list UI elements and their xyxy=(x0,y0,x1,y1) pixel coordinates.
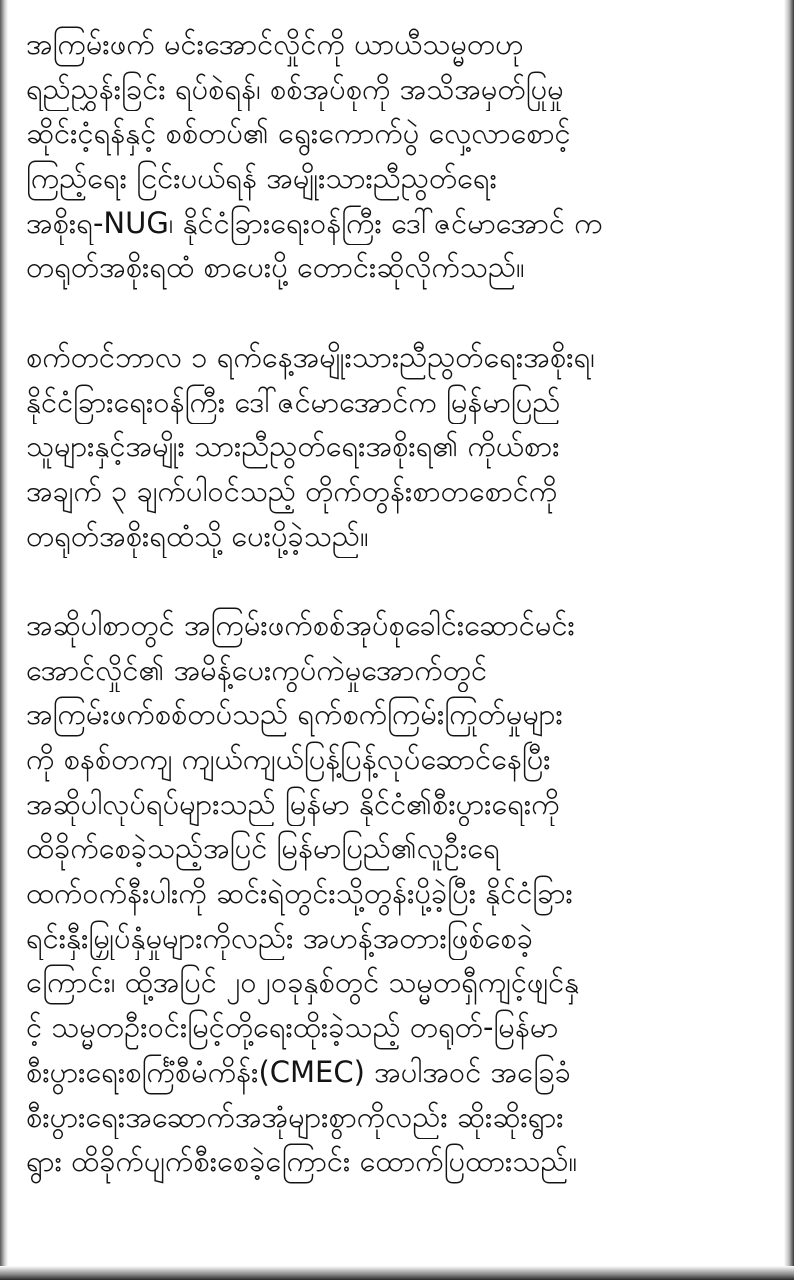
text-line: အဆိုပါစာတွင် အကြမ်းဖက်စစ်အုပ်စုခေါင်းဆောင်မင်း xyxy=(26,607,575,642)
text-line: ရွား ထိခိုက်ပျက်စီးစေခဲ့ကြောင်း ထောက်ပြထားသည်။ xyxy=(26,1144,578,1179)
text-line: တရုတ်အစိုးရထံသို့ ပေးပို့ခဲ့သည်။ xyxy=(26,518,369,553)
text-line: ရင်းနှီးမြှုပ်နှံမှုများကိုလည်း အဟန့်အတားဖြစ်စေခဲ့ xyxy=(26,920,534,955)
paragraph-1 xyxy=(26,22,766,290)
text-line: သူများနှင့်အမျိုး သားညီညွတ်ရေးအစိုးရ၏ ကိုယ်စား xyxy=(26,429,560,464)
text-line: ကြောင်း၊ ထို့အပြင် ၂၀၂၀ခုနှစ်တွင် သမ္မတရှီကျင့်ဖျင်နှ xyxy=(26,965,580,1000)
text-line: စီးပွားရေးအဆောက်အအုံများစွာကိုလည်း ဆိုးဆိုးရွား xyxy=(26,1099,564,1134)
text-line: ကြည့်ရေး ငြင်းပယ်ရန် အမျိုးသားညီညွတ်ရေး xyxy=(26,161,497,196)
bottom-frame-shadow xyxy=(0,1266,794,1280)
text-line: အချက် ၃ ချက်ပါဝင်သည့် တိုက်တွန်းစာတစောင်ကို xyxy=(26,473,558,508)
right-frame-shadow xyxy=(784,0,794,1280)
text-line: စီးပွားရေးစင်္ကြံစီမံကိန်း(CMEC) အပါအဝင် အခြေခံ xyxy=(26,1054,571,1089)
text-line: စက်တင်ဘာလ ၁ ရက်နေ့အမျိုးသားညီညွတ်ရေးအစိုးရ၊ xyxy=(26,339,595,374)
text-line: ထိခိုက်စေခဲ့သည့်အပြင် မြန်မာပြည်၏လူဦးရေ xyxy=(26,831,500,866)
text-line: အစိုးရ-NUG၊ နိုင်ငံခြားရေးဝန်ကြီး ဒေါ်ဇင်မာအောင် က xyxy=(26,205,603,240)
text-line: အောင်လှိုင်၏ အမိန့်ပေးကွပ်ကဲမှုအောက်တွင် xyxy=(26,652,488,687)
text-line: ရည်ညွှန်းခြင်း ရပ်စဲရန်၊ စစ်အုပ်စုကို အသိအမှတ်ပြုမှု xyxy=(26,71,564,106)
paragraph-3 xyxy=(26,603,766,1184)
text-line: ဆိုင်းငံ့ရန်နှင့် စစ်တပ်၏ ရွေးကောက်ပွဲ လှေ့လာစောင့် xyxy=(26,116,571,151)
text-line: အဆိုပါလုပ်ရပ်များသည် မြန်မာ နိုင်ငံ၏စီးပွားရေးကို xyxy=(26,786,560,821)
left-frame-shadow xyxy=(0,0,8,1280)
text-line: အကြမ်းဖက် မင်းအောင်လှိုင်ကို ယာယီသမ္မတဟု xyxy=(26,27,524,61)
article-body xyxy=(26,22,766,1229)
paragraph-2 xyxy=(26,335,766,558)
text-line: င့် သမ္မတဦးဝင်းမြင့်တို့ရေးထိုးခဲ့သည့် တရုတ်-မြန်မာ xyxy=(26,1010,559,1045)
text-line: ကို စနစ်တကျ ကျယ်ကျယ်ပြန့်ပြန့်လုပ်ဆောင်နေပြီး xyxy=(26,742,551,776)
text-line: ထက်ဝက်နီးပါးကို ဆင်းရဲတွင်းသို့တွန်းပို့ခဲ့ပြီး နိုင်ငံခြား xyxy=(26,876,573,911)
text-line: အကြမ်းဖက်စစ်တပ်သည် ရက်စက်ကြမ်းကြုတ်မှုများ xyxy=(26,697,563,732)
text-line: တရုတ်အစိုးရထံ စာပေးပို့ တောင်းဆိုလိုက်သည်။ xyxy=(26,250,525,285)
text-line: နိုင်ငံခြားရေးဝန်ကြီး ဒေါ်ဇင်မာအောင်က မြန်မာပြည် xyxy=(26,384,561,419)
